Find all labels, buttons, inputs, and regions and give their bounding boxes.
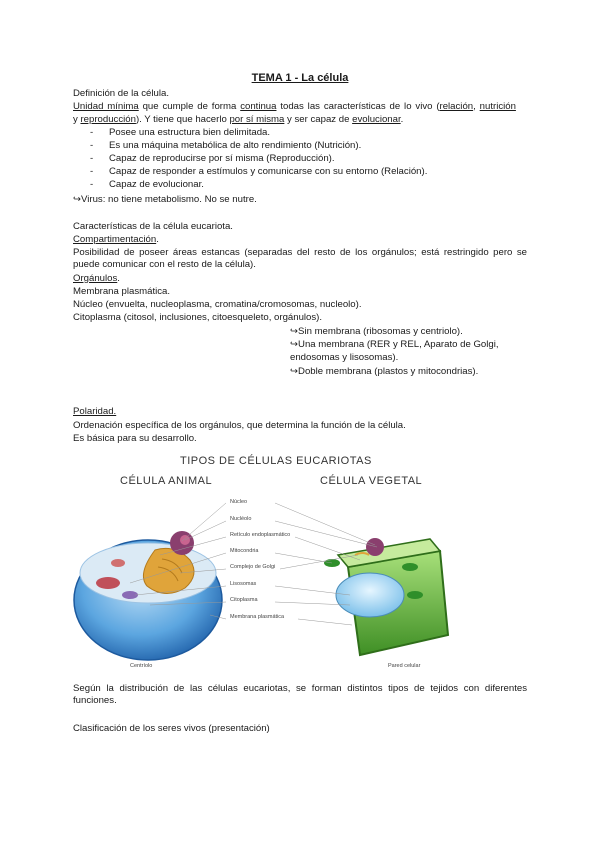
sub-item: ↪Doble membrana (plastos y mitocondrias). [290,366,479,377]
tissue-paragraph: Según la distribución de las células eucariotas, se forman distintos tipos de tejidos con diferentes funciones. [73,683,527,706]
nucleus-text: Núcleo (envuelta, nucleoplasma, cromatina/cromosomas, nucleolo). [73,299,362,310]
compartment-heading: Compartimentación. [73,234,159,245]
list-item: - Capaz de responder a estímulos y comunicarse con su entorno (Relación). [90,166,428,177]
list-item: - Posee una estructura bien delimitada. [90,127,271,138]
compartment-text: Posibilidad de poseer áreas estancas (separadas del resto de los orgánulos; está restringido pero se puede comunicar con el resto de la célula). [73,247,527,270]
definition-line-2: y reproducción). Y tiene que hacerlo por sí misma y ser capaz de evolucionar. [73,114,404,125]
animal-cell [74,531,222,660]
sub-item: ↪Sin membrana (ribosomas y centriolo). [290,326,463,337]
plant-cell-title: CÉLULA VEGETAL [320,475,423,487]
label-pared: Pared celular [388,663,421,669]
eukaryotic-cells-figure [70,455,530,675]
sub-item: ↪Una membrana (RER y REL, Aparato de Golgi, [290,339,499,350]
sub-item: endosomas y lisosomas). [290,352,399,363]
cells-illustration [70,455,530,675]
list-item: - Capaz de reproducirse por sí misma (Reproducción). [90,153,335,164]
definition-line-1: Unidad mínima que cumple de forma continua todas las características de lo vivo (relación, nutrición [73,101,516,112]
membrane-text: Membrana plasmática. [73,286,171,297]
label-membrana: Membrana plasmática [230,614,285,620]
polarity-heading: Polaridad. [73,406,117,417]
cytoplasm-text: Citoplasma (citosol, inclusiones, citoesqueleto, orgánulos). [73,312,323,323]
eukaryote-heading: Características de la célula eucariota. [73,221,233,232]
label-golgi: Complejo de Golgi [230,564,276,570]
polarity-line-2: Es básica para su desarrollo. [73,433,197,444]
label-citoplasma: Citoplasma [230,597,258,603]
organelles-heading: Orgánulos. [73,273,120,284]
label-lisosomas: Lisosomas [230,581,257,587]
list-item: - Capaz de evolucionar. [90,179,204,190]
virus-note: ↪Virus: no tiene metabolismo. No se nutre. [73,194,257,205]
label-centriolo: Centríolo [130,663,153,669]
label-nucleolo: Nucléolo [230,516,252,522]
plant-cell [324,538,448,655]
classification-heading: Clasificación de los seres vivos (presentación) [73,723,270,734]
label-reticulo: Retículo endoplasmático [230,532,291,538]
page-title: TEMA 1 - La célula [251,72,349,84]
list-item: - Es una máquina metabólica de alto rendimiento (Nutrición). [90,140,362,151]
definition-heading: Definición de la célula. [73,88,169,99]
label-mitocondria: Mitocondria [230,548,259,554]
animal-cell-title: CÉLULA ANIMAL [120,475,213,487]
label-nucleo: Núcleo [230,499,248,505]
figure-title: TIPOS DE CÉLULAS EUCARIOTAS [180,455,372,467]
polarity-line-1: Ordenación específica de los orgánulos, que determina la función de la célula. [73,420,406,431]
